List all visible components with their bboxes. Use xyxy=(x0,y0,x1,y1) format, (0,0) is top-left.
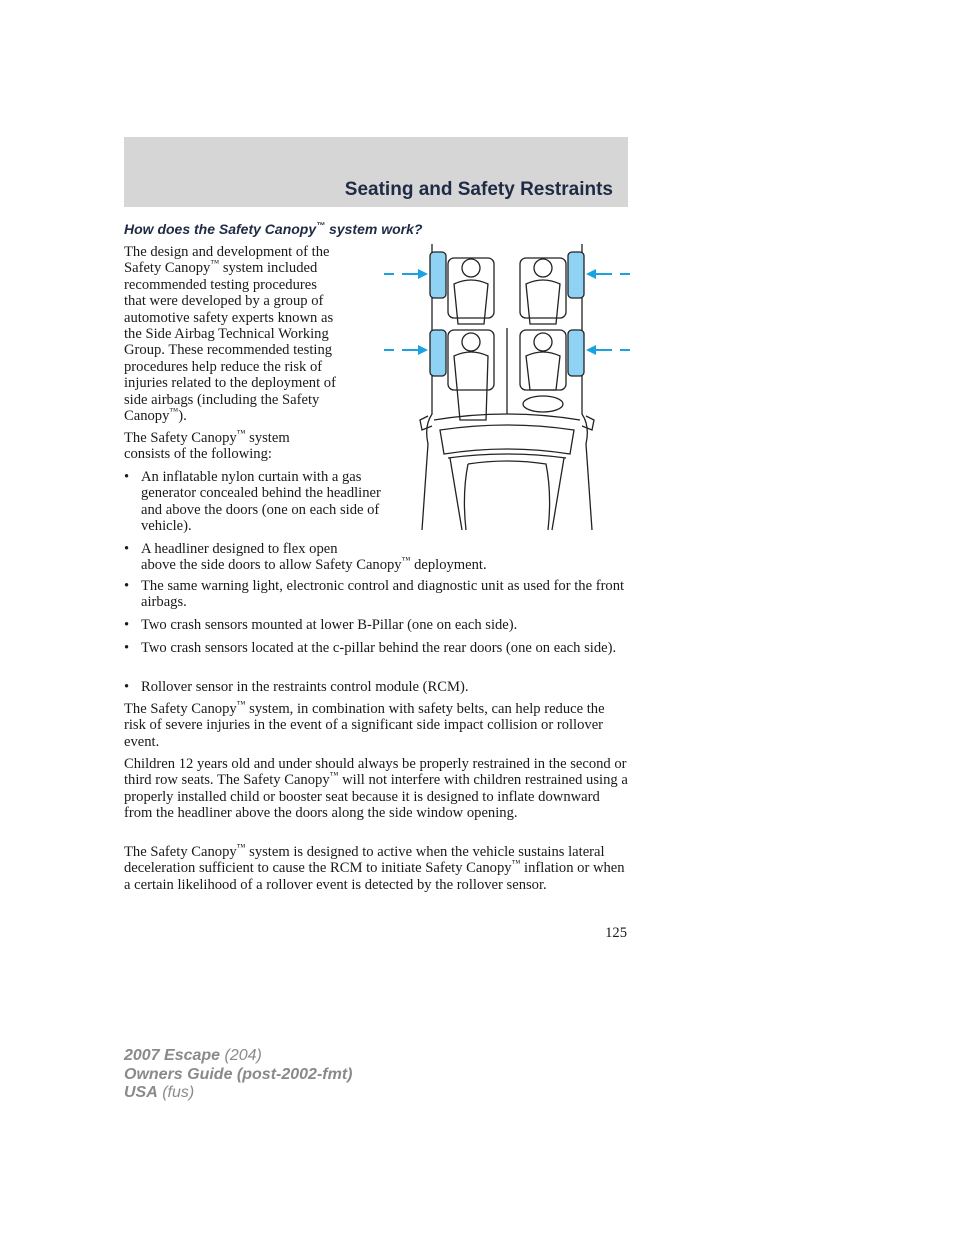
footer-line: Owners Guide (post-2002-fmt) xyxy=(124,1065,353,1083)
bullet-dot: • xyxy=(124,578,130,594)
footer-line: 2007 Escape (204) xyxy=(124,1047,262,1064)
airbag-rear-right xyxy=(568,252,584,298)
vehicle-airbag-diagram xyxy=(384,244,630,534)
bullet-dot: • xyxy=(124,679,130,695)
paragraph-consists: The Safety Canopy™ system consists of the following: xyxy=(124,428,290,463)
subheading-text-end: system work? xyxy=(325,221,423,237)
airbag-rear-left xyxy=(430,252,446,298)
text-line: procedures help reduce the risk of xyxy=(124,358,323,375)
text-line: recommended testing procedures xyxy=(124,276,317,293)
text-line: automotive safety experts known as xyxy=(124,309,334,326)
text-line: The design and development of the xyxy=(124,244,330,260)
list-item-text: An inflatable nylon curtain with a gas generator concealed behind the headliner and above the doors (one on each side of vehicle). xyxy=(141,469,381,535)
vehicle-top-view-illustration xyxy=(384,244,630,534)
airbag-front-left xyxy=(430,330,446,376)
footer-line: USA (fus) xyxy=(124,1084,195,1101)
subheading xyxy=(124,221,624,237)
text-line: side airbags (including the Safety xyxy=(124,391,320,408)
section-header-band xyxy=(124,137,628,207)
text-line: Group. These recommended testing xyxy=(124,342,333,359)
text-line: Canopy™). xyxy=(124,406,187,425)
list-item-text: The same warning light, electronic control and diagnostic unit as used for the front airbags. xyxy=(141,578,625,611)
paragraph-activation: The Safety Canopy™ system is designed to active when the vehicle sustains lateral deceleration sufficient to cause the RCM to initiate Safety Canopy™ inflation or when a certain likelihood of a rollover event is detected by the rollover sensor. xyxy=(124,842,625,893)
paragraph-design xyxy=(124,244,379,424)
text-line: injuries related to the deployment of xyxy=(124,375,336,392)
text-line: the Side Airbag Technical Working xyxy=(124,326,329,343)
airbag-front-right xyxy=(568,330,584,376)
trademark-mark: ™ xyxy=(316,220,326,231)
bullet-dot: • xyxy=(124,469,130,485)
page-number: 125 xyxy=(605,925,627,941)
paragraph-children: Children 12 years old and under should always be properly restrained in the second or third row seats. The Safety Canopy™ will not interfere with children restrained using a properly installed child or booster seat because it is designed to inflate downward from the headliner above the doors along the side window opening. xyxy=(124,756,628,822)
bullet-dot: • xyxy=(124,640,130,656)
document-footer xyxy=(124,1047,352,1103)
list-item-text: A headliner designed to flex open above the side doors to allow Safety Canopy™ deployment. xyxy=(141,541,487,574)
list-item-text: Two crash sensors mounted at lower B-Pillar (one on each side). xyxy=(141,617,518,633)
list-item-text: Two crash sensors located at the c-pillar behind the rear doors (one on each side). xyxy=(141,640,617,656)
list-item-text: Rollover sensor in the restraints control module (RCM). xyxy=(141,679,469,695)
text-line: Safety Canopy™ system included xyxy=(124,258,318,277)
text-line: that were developed by a group of xyxy=(124,293,324,310)
bullet-dot: • xyxy=(124,617,130,633)
subheading-text: How does the Safety Canopy xyxy=(124,221,317,237)
bullet-dot: • xyxy=(124,541,130,557)
paragraph-combination: The Safety Canopy™ system, in combination with safety belts, can help reduce the risk of severe injuries in the event of a significant side impact collision or rollover event. xyxy=(124,699,605,750)
section-title: Seating and Safety Restraints xyxy=(344,179,613,200)
